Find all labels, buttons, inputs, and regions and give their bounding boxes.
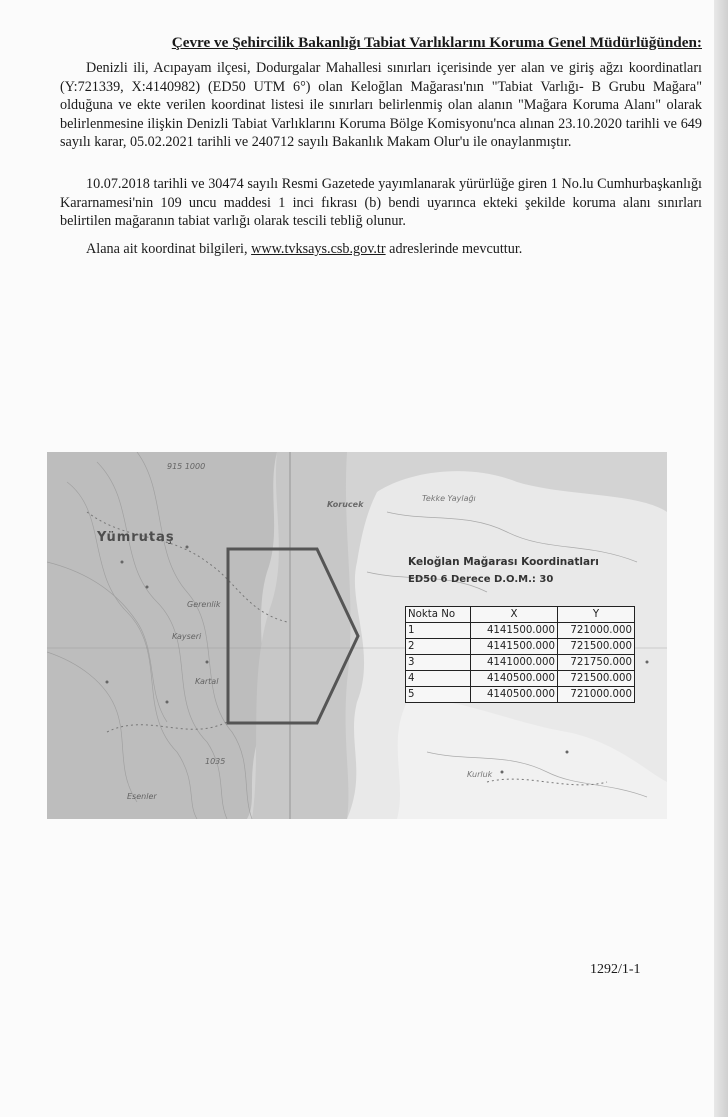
document-heading: Çevre ve Şehircilik Bakanlığı Tabiat Varlıklarını Koruma Genel Müdürlüğünden: [171,34,702,51]
table-row [406,655,635,671]
cell-no: 3 [406,655,471,671]
header-nokta-no: Nokta No [406,607,471,623]
cell-no: 2 [406,639,471,655]
cell-y: 721000.000 [558,623,635,639]
paragraph-registration [60,175,702,231]
paragraph-registration-text: 10.07.2018 tarihli ve 30474 sayılı Resmi Gazetede yayımlanarak yürürlüğe giren 1 No.lu Cumhurbaşkanlığı Kararnamesi'nin 109 uncu maddesi 1 inci fıkrası (b) bendi uyarınca ekteki şekilde koruma alanı sınırları belirtilen mağaranın tabiat varlığı olarak tescili tebliğ olunur. [60,176,702,230]
cell-x: 4140500.000 [471,671,558,687]
cell-y: 721500.000 [558,671,635,687]
header-y: Y [558,607,635,623]
table-row [406,623,635,639]
website-link[interactable]: www.tvksays.csb.gov.tr [251,241,386,257]
paragraph-decision-text: Denizli ili, Acıpayam ilçesi, Dodurgalar Mahallesi sınırları içerisinde yer alan ve giriş ağzı koordinatları (Y:721339, X:4140982) (ED50 UTM 6°) olan Keloğlan Mağarası'nın "Tabiat Varlığı- B Grubu Mağara" olduğuna ve ekte verilen koordinat listesi ile sınırları belirlenmiş olan alanın "Mağara Koruma Alanı" olarak belirlenmesine ilişkin Denizli Tabiat Varlıklarını Koruma Bölge Komisyonu'nca alınan 23.10.2020 tarihli ve 649 sayılı karar, 05.02.2021 tarihli ve 240712 sayılı Bakanlık Makam Olur'u ile onaylanmıştır. [60,60,702,151]
coordinate-table-subtitle: ED50 6 Derece D.O.M.: 30 [408,574,554,585]
paragraph-decision [60,59,702,152]
cell-y: 721500.000 [558,639,635,655]
cell-x: 4141500.000 [471,623,558,639]
coordinate-table [405,606,635,703]
coordinate-table-header-row [406,607,635,623]
cell-no: 5 [406,687,471,703]
cell-no: 1 [406,623,471,639]
table-row [406,687,635,703]
paragraph-info-prefix: Alana ait koordinat bilgileri, [86,241,252,257]
header-x: X [471,607,558,623]
paragraph-coordinates-info [60,240,702,259]
cell-x: 4140500.000 [471,687,558,703]
map-label-kurluk: Kurluk [467,770,493,779]
map-label-yumrutas: Yümrutaş [97,530,175,545]
cell-no: 4 [406,671,471,687]
page-edge-shadow [714,0,728,1117]
cell-y: 721000.000 [558,687,635,703]
page-number: 1292/1-1 [590,962,641,977]
cell-y: 721750.000 [558,655,635,671]
paragraph-info-suffix: adreslerinde mevcuttur. [385,241,523,257]
map-grid-label-top: 915 1000 [167,462,206,471]
map-label-kayseri: Kayseri [172,632,202,641]
coordinate-table-title: Keloğlan Mağarası Koordinatları [408,556,599,568]
table-row [406,671,635,687]
map-label-tekke: Tekke Yaylağı [422,494,476,503]
map-grid-label-bottom: 1035 [205,757,226,766]
map-label-korucek: Korucek [327,500,364,509]
table-row [406,639,635,655]
map-label-esenler: Esenler [127,792,157,801]
cell-x: 4141000.000 [471,655,558,671]
cell-x: 4141500.000 [471,639,558,655]
map-label-kartal: Kartal [195,677,219,686]
map-label-gerenlik: Gerenlik [187,600,221,609]
